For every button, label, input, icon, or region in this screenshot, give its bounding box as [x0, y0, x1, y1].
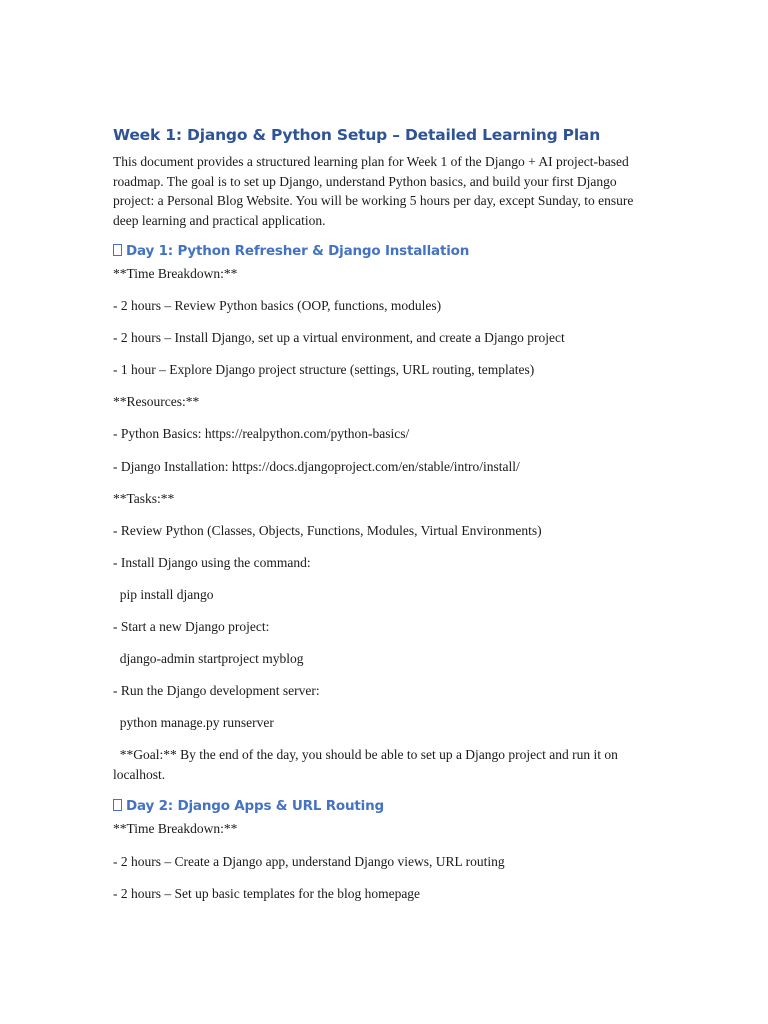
document-body: [113, 124, 658, 916]
resources-label: **Resources:**: [113, 394, 200, 410]
list-item: - 2 hours – Review Python basics (OOP, functions, modules): [113, 298, 442, 314]
time-breakdown-label: **Time Breakdown:**: [113, 821, 238, 837]
missing-glyph-icon: [113, 799, 122, 811]
list-item: - 2 hours – Install Django, set up a virtual environment, and create a Django project: [113, 330, 565, 346]
day2-heading: [113, 796, 658, 816]
list-item: - 1 hour – Explore Django project structure (settings, URL routing, templates): [113, 362, 535, 378]
list-item: - Install Django using the command:: [113, 554, 311, 570]
command-line: pip install django: [113, 586, 214, 602]
goal-line: **Goal:** By the end of the day, you should be able to set up a Django project and run it on localhost.: [113, 747, 622, 782]
list-item: - 2 hours – Create a Django app, understand Django views, URL routing: [113, 853, 505, 869]
list-item: - Start a new Django project:: [113, 619, 270, 635]
day2-heading-text: Day 2: Django Apps & URL Routing: [126, 798, 384, 815]
list-item: - Run the Django development server:: [113, 683, 320, 699]
tasks-label: **Tasks:**: [113, 490, 175, 506]
time-breakdown-label: **Time Breakdown:**: [113, 266, 238, 281]
command-line: python manage.py runserver: [113, 715, 274, 731]
day1-heading-text: Day 1: Python Refresher & Django Installation: [126, 243, 470, 259]
list-item: - 2 hours – Set up basic templates for the blog homepage: [113, 885, 421, 901]
missing-glyph-icon: [113, 244, 122, 256]
list-item: - Review Python (Classes, Objects, Functions, Modules, Virtual Environments): [113, 522, 542, 538]
document-title: Week 1: Django & Python Setup – Detailed Learning Plan: [113, 126, 601, 144]
list-item: - Django Installation: https://docs.djangoproject.com/en/stable/intro/install/: [113, 458, 520, 474]
command-line: django-admin startproject myblog: [113, 651, 304, 667]
list-item: - Python Basics: https://realpython.com/python-basics/: [113, 426, 410, 442]
intro-paragraph: This document provides a structured learning plan for Week 1 of the Django + AI project-based roadmap. The goal is to set up Django, understand Python basics, and build your first Django project: a Personal Blog Website. You will be working 5 hours per day, except Sunday, to ensure deep learning and practical application.: [113, 154, 634, 228]
day1-heading: [113, 241, 658, 261]
